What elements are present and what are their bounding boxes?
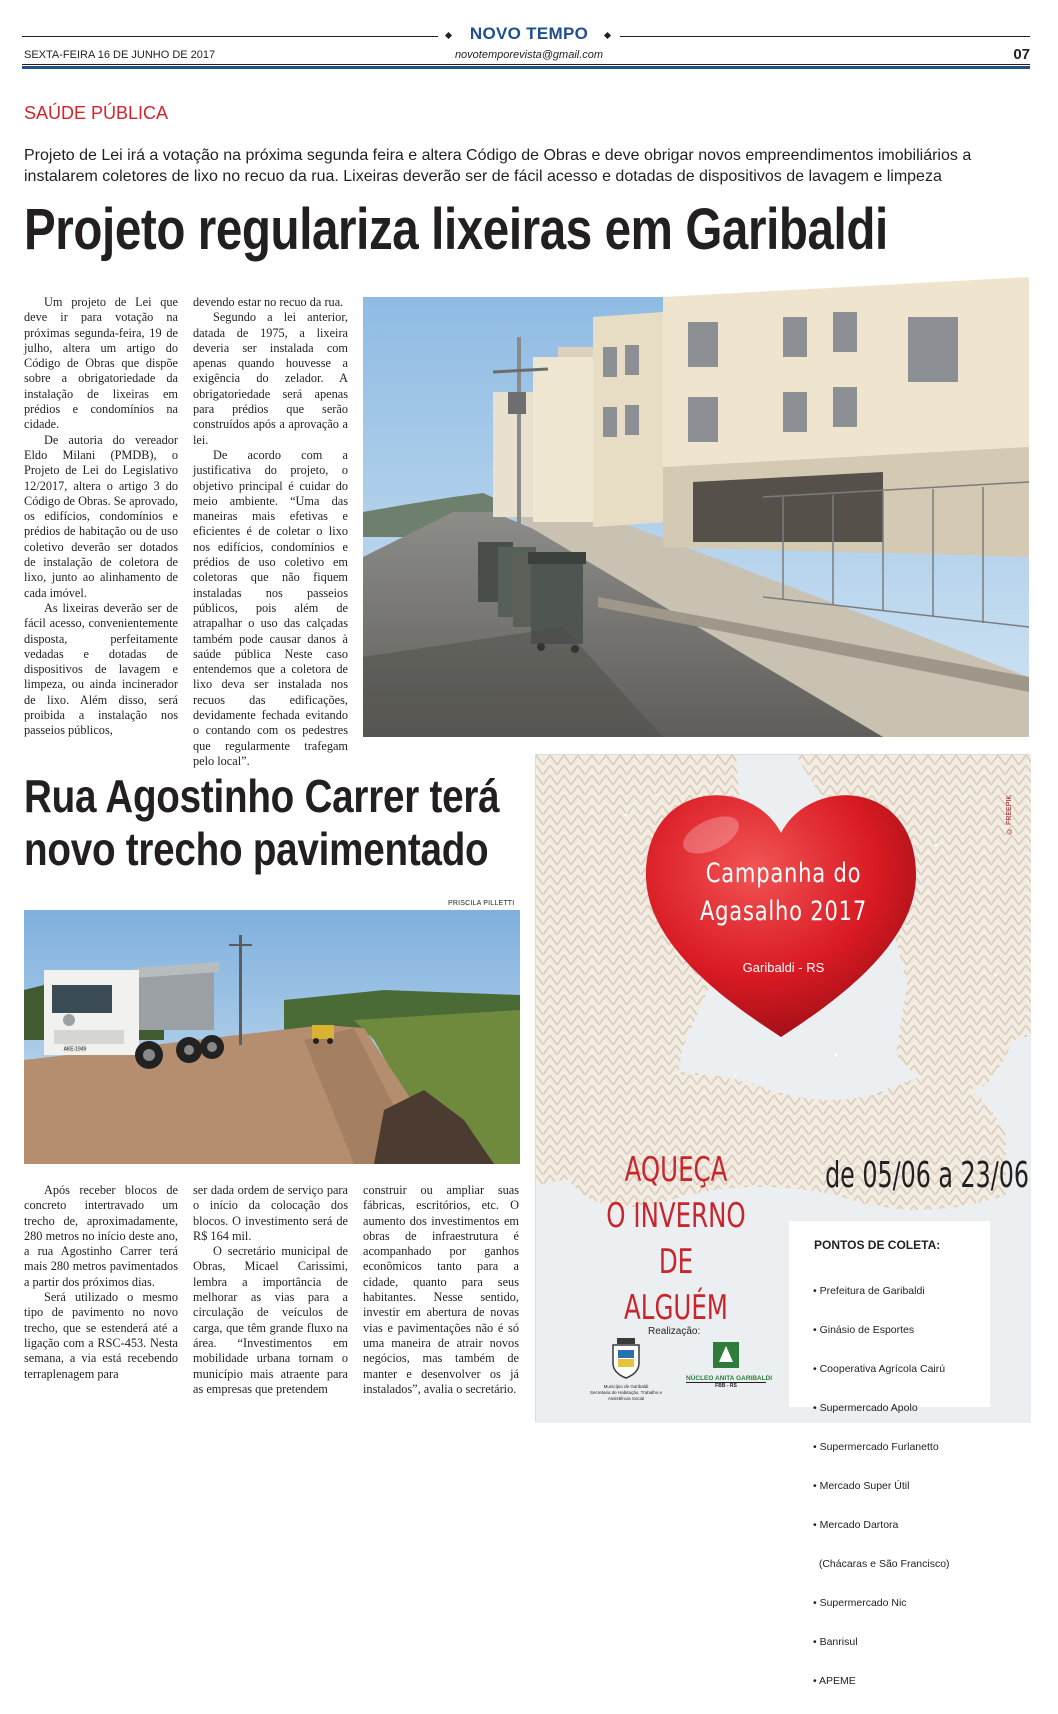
org1-line2: Secretaria de Habitação, Trabalho e (589, 1390, 663, 1395)
campaign-title-line1: Campanha do (705, 858, 862, 889)
paragraph: Após receber blocos de concreto intertravado um trecho de, aproximadamente, 280 metros no início deste ano, a rua Agostinho Carrer terá mais 280 metros pavimentados a partir dos próximos dias. (24, 1183, 178, 1289)
paragraph: O secretário municipal de Obras, Micael Carissimi, lembra a importância de melhorar as vias para a circulação de veículos de carga, que têm grande fluxo na área. “Investimentos em mobilidade urbana tornam o município mais atraente para as empresas que pretendem (193, 1244, 348, 1396)
org1-line3: Assistência Social (607, 1396, 645, 1401)
list-item: • Mercado Dartora (813, 1519, 899, 1531)
collection-points-title: PONTOS DE COLETA: (814, 1238, 941, 1252)
photo2-credit: PRISCILA PILLETTI (448, 900, 515, 907)
street-bins-illustration (363, 297, 1029, 737)
header-thin-rule (22, 64, 1030, 65)
slogan (604, 1147, 748, 1331)
issue-date: SEXTA-FEIRA 16 DE JUNHO DE 2017 (24, 49, 216, 61)
article2-column-3 (363, 1183, 519, 1397)
truck-plate: AKE-1949 (63, 1046, 87, 1053)
campaign-title-line2: Agasalho 2017 (699, 896, 868, 927)
article2-column-1 (24, 1183, 178, 1382)
coat-of-arms-icon (609, 1337, 643, 1379)
collection-points-box (789, 1221, 990, 1687)
paragraph: Será utilizado o mesmo tipo de pavimento no novo trecho, que se estenderá até a ligação com a RSC-453. Nesta semana, a via está recebendo terraplenagem para (24, 1290, 178, 1381)
article2-headline (24, 770, 499, 876)
road-works-photo (24, 910, 520, 1164)
article2-column-2 (193, 1183, 348, 1397)
list-item: • APEME (813, 1675, 856, 1687)
paragraph: De autoria do vereador Eldo Milani (PMDB), o Projeto de Lei do Legislativo 12/2017, altera o artigo 3 do Código de Obras. Se aprovado, os edifícios, condomínios e prédios de habitação ou de uso coletivo deverão ser dotados de instalação de coletora de lixo, junto ao alinhamento de cada imóvel. (24, 432, 178, 600)
masthead-title: NOVO TEMPO (469, 24, 589, 43)
side-credit: © FREEPIK (1006, 795, 1013, 834)
street-bins-photo (363, 297, 1029, 737)
header-bar (22, 66, 1030, 69)
list-item: • Supermercado Furlanetto (813, 1441, 939, 1453)
list-item: • Ginásio de Esportes (813, 1324, 915, 1336)
article1-column-1 (24, 295, 178, 739)
list-item: • Supermercado Nic (813, 1597, 907, 1609)
paragraph: Um projeto de Lei que deve ir para votação na próximas segunda-feira, 19 de julho, altera um artigo do Código de Obras que dispõe sobre a obrigatoriedade da instalação de lixeiras em prédios e condomínios na cidade. (24, 295, 178, 432)
slogan-line2: O INVERNO (606, 1196, 746, 1236)
realizacao-label: Realização: (648, 1326, 701, 1337)
paragraph: De acordo com a justificativa do projeto, o objetivo principal é cuidar do meio ambiente. “Uma das maneiras mais efetivas e eficientes é de coletar o lixo nos edifícios, condomínios e prédios de uso coletivo em coletoras que não fiquem instaladas nos passeios públicos, pois além de atrapalhar o uso das calçadas também pode causar danos à saúde pública Neste caso entendemos que a coletora de lixo deva ser instalada nos recuos das edificações, devidamente fechada evitando o contando com os pedestres que regularmente trafegam pelo local”. (193, 447, 348, 768)
municipality-logo (576, 1337, 676, 1402)
article1-column-2 (193, 295, 348, 769)
campaign-city: Garibaldi - RS (742, 960, 825, 975)
page-number: 07 (1013, 46, 1030, 63)
list-item: • Banrisul (813, 1636, 858, 1648)
org1-line1: Município de Garibaldi (603, 1384, 649, 1389)
list-item: • Mercado Super Útil (813, 1480, 910, 1492)
list-item: • Supermercado Apolo (813, 1402, 918, 1414)
paragraph: Segundo a lei anterior, datada de 1975, a lixeira deveria ser instalada com apenas quando houvesse a exigência do zelador. A obrigatoriedade será apenas para prédios que serão construídos após a aprovação a lei. (193, 310, 348, 447)
org2-sub: FBB - RS (715, 1383, 737, 1389)
article2-headline-line1: Rua Agostinho Carrer terá (24, 770, 500, 822)
slogan-line1: AQUEÇA (624, 1150, 728, 1190)
paragraph: construir ou ampliar suas fábricas, escritórios, etc. O aumento dos investimentos em obras de infraestrutura é acompanhado por ganhos econômicos tanto para a cidade, quanto para seus habitantes. Nesse sentido, investir em abertura de novas vias e pavimentações não é só uma maneira de atrair novos negócios, mas também de manter e desenvolver os já instalados”, avalia o secretário. (363, 1183, 519, 1396)
paragraph: ser dada ordem de serviço para o início da colocação dos blocos. O investimento será de R$ 164 mil. (193, 1183, 348, 1243)
list-item: • Prefeitura de Garibaldi (813, 1285, 925, 1297)
article1-subtitle: Projeto de Lei irá a votação na próxima segunda feira e altera Código de Obras e deve obrigar novos empreendimentos imobiliários a instalarem coletores de lixo no recuo da rua. Lixeiras deverão ser de fácil acesso e dotadas de dispositivos de lavagem e limpeza (24, 147, 972, 185)
list-item: (Chácaras e São Francisco) (813, 1558, 950, 1570)
list-item: • Cooperativa Agrícola Cairú (813, 1363, 946, 1375)
road-works-illustration (24, 910, 520, 1164)
nucleo-logo (686, 1340, 773, 1389)
slogan-line3: DE ALGUÉM (624, 1242, 728, 1328)
campaign-dates: de 05/06 a 23/06 (825, 1155, 1029, 1196)
paragraph: As lixeiras deverão ser de fácil acesso, convenientemente disposta, perfeitamente vedadas e dotadas de dispositivos de lavagem e limpeza, ou ainda incinerador de lixo. Além disso, será proibida a instalação nos passeios públicos, (24, 600, 178, 738)
campaign-title (590, 855, 976, 931)
contact-email[interactable]: novotemporevista@gmail.com (454, 49, 604, 61)
article1-headline: Projeto regulariza lixeiras em Garibaldi (24, 197, 888, 262)
article2-headline-line2: novo trecho pavimentado (24, 823, 489, 875)
org2-name: NÚCLEO ANITA GARIBALDI (686, 1375, 773, 1382)
nucleo-emblem-icon (711, 1340, 741, 1370)
section-label: SAÚDE PÚBLICA (24, 103, 169, 123)
paragraph: devendo estar no recuo da rua. (193, 295, 344, 309)
collection-points-list (813, 1259, 950, 1714)
